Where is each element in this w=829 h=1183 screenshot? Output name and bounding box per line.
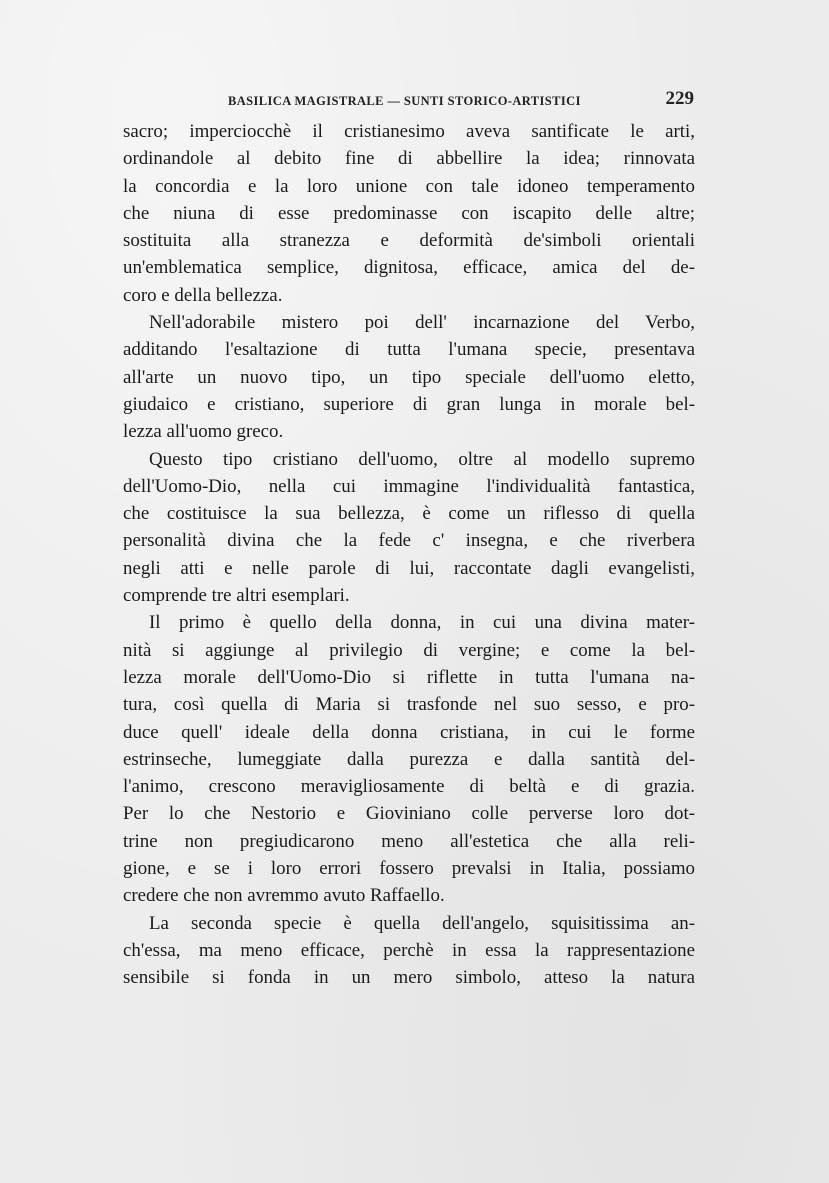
text-line: credere che non avremmo avuto Raffaello.: [123, 885, 445, 907]
text-line: estrinseche, lumeggiate dalla purezza e dalla santità del-: [123, 748, 695, 770]
text-line: sensibile si fonda in un mero simbolo, atteso la natura: [123, 967, 695, 989]
text-line: La seconda specie è quella dell'angelo, squisitissima an-: [149, 912, 695, 934]
page-number: 229: [665, 88, 694, 109]
text-line: dell'Uomo-Dio, nella cui immagine l'individualità fantastica,: [123, 475, 695, 497]
text-line: additando l'esaltazione di tutta l'umana specie, presentava: [123, 339, 695, 361]
text-line: trine non pregiudicarono meno all'estetica che alla reli-: [123, 830, 695, 852]
text-line: negli atti e nelle parole di lui, raccontate dagli evangelisti,: [123, 557, 695, 579]
text-line: lezza all'uomo greco.: [123, 421, 284, 443]
text-line: nità si aggiunge al privilegio di vergine; e come la bel-: [123, 639, 695, 661]
text-line: Il primo è quello della donna, in cui una divina mater-: [149, 612, 695, 634]
text-line: Questo tipo cristiano dell'uomo, oltre al modello supremo: [149, 448, 695, 470]
text-line: gione, e se i loro errori fossero prevalsi in Italia, possiamo: [123, 858, 695, 880]
text-line: l'animo, crescono meravigliosamente di beltà e di grazia.: [123, 776, 695, 798]
text-line: all'arte un nuovo tipo, un tipo speciale dell'uomo eletto,: [123, 366, 695, 388]
page-header: [150, 86, 694, 114]
text-line: giudaico e cristiano, superiore di gran lunga in morale bel-: [123, 393, 695, 415]
text-line: Per lo che Nestorio e Gioviniano colle perverse loro dot-: [123, 803, 695, 825]
text-line: un'emblematica semplice, dignitosa, efficace, amica del de-: [123, 257, 695, 279]
text-line: che costituisce la sua bellezza, è come un riflesso di quella: [123, 503, 695, 525]
text-line: sostituita alla stranezza e deformità de'simboli orientali: [123, 230, 695, 252]
text-line: lezza morale dell'Uomo-Dio si riflette in tutta l'umana na-: [123, 666, 695, 688]
text-line: sacro; imperciocchè il cristianesimo aveva santificate le arti,: [123, 121, 695, 142]
text-line: duce quell' ideale della donna cristiana, in cui le forme: [123, 721, 695, 743]
text-line: coro e della bellezza.: [123, 284, 283, 306]
running-title: BASILICA MAGISTRALE — SUNTI STORICO-ARTISTICI: [228, 94, 581, 108]
text-line: tura, così quella di Maria si trasfonde nel suo sesso, e pro-: [123, 694, 695, 716]
body-text: [123, 118, 695, 992]
text-line: che niuna di esse predominasse con iscapito delle altre;: [123, 202, 695, 224]
text-line: ordinandole al debito fine di abbellire la idea; rinnovata: [123, 148, 695, 170]
text-line: Nell'adorabile mistero poi dell' incarnazione del Verbo,: [149, 312, 695, 334]
text-line: comprende tre altri esemplari.: [123, 585, 350, 607]
text-line: personalità divina che la fede c' insegna, e che riverbera: [123, 530, 695, 552]
text-line: ch'essa, ma meno efficace, perchè in essa la rappresentazione: [123, 939, 695, 961]
text-line: la concordia e la loro unione con tale idoneo temperamento: [123, 175, 695, 197]
